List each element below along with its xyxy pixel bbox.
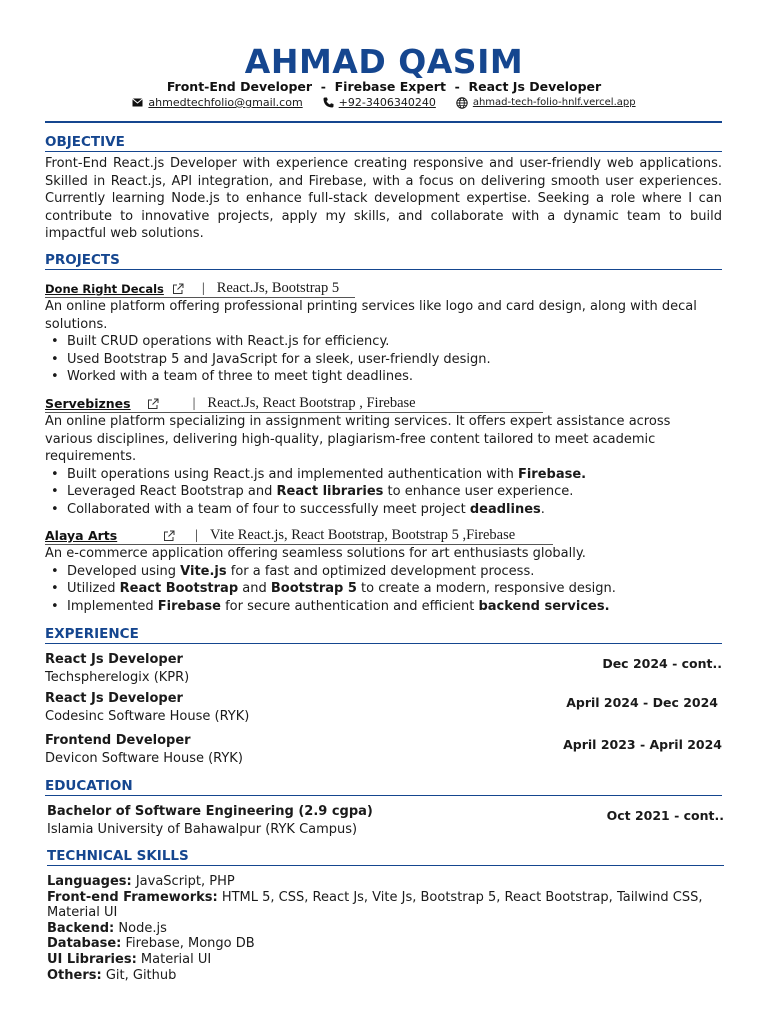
education-heading: EDUCATION bbox=[45, 778, 722, 796]
project-name-link[interactable]: Done Right Decals bbox=[45, 281, 164, 296]
title-separator: | bbox=[201, 280, 205, 296]
experience-section bbox=[45, 626, 722, 644]
projects-heading: PROJECTS bbox=[45, 252, 722, 270]
job-company: Codesinc Software House (RYK) bbox=[45, 709, 250, 724]
list-item: • Implemented Firebase for secure authentication and efficient backend services. bbox=[45, 598, 722, 616]
project-block bbox=[45, 545, 722, 615]
job-company: Devicon Software House (RYK) bbox=[45, 751, 243, 766]
skill-line: Database: Firebase, Mongo DB bbox=[47, 936, 255, 952]
external-link-icon[interactable] bbox=[147, 398, 159, 410]
project-description: An online platform offering professional printing services like logo and card design, along with decal solutions. bbox=[45, 299, 697, 332]
experience-entry bbox=[45, 691, 722, 724]
email-link[interactable]: ahmedtechfolio@gmail.com bbox=[148, 96, 303, 109]
title-separator: | bbox=[192, 395, 196, 411]
header-divider bbox=[45, 121, 722, 123]
job-dates: April 2023 - April 2024 bbox=[563, 737, 722, 752]
list-item: • Leveraged React Bootstrap and React libraries to enhance user experience. bbox=[45, 483, 722, 501]
project-title-row bbox=[45, 280, 339, 297]
objective-heading: OBJECTIVE bbox=[45, 134, 722, 152]
contact-bar bbox=[0, 96, 768, 109]
skill-line: Backend: Node.js bbox=[47, 920, 167, 936]
project-block bbox=[45, 298, 722, 386]
envelope-icon bbox=[132, 98, 143, 107]
experience-entry bbox=[45, 652, 722, 685]
project-description: An online platform specializing in assignment writing services. It offers expert assistance across various disciplines, delivering high-quality, plagiarism-free content tailored to meet academic requirements. bbox=[45, 414, 671, 464]
job-role: Frontend Developer bbox=[45, 733, 191, 748]
project-bullets bbox=[45, 333, 722, 386]
globe-icon bbox=[456, 97, 468, 109]
external-link-icon[interactable] bbox=[163, 530, 175, 542]
contact-email[interactable] bbox=[132, 96, 302, 109]
skills-list bbox=[47, 874, 727, 983]
job-company: Techspherelogix (KPR) bbox=[45, 670, 190, 685]
job-role: React Js Developer bbox=[45, 652, 183, 667]
candidate-name: AHMAD QASIM bbox=[244, 42, 524, 81]
objective-text: Front-End React.js Developer with experience creating responsive and user-friendly web applications. Skilled in React.js, API integration, and Firebase, with a focus on delivering smooth user experiences. Currently learning Node.js to enhance full-stack development expertise. Seeking a role where I can contribute to innovative projects, apply my skills, and collaborate with a dynamic team to build impactful web solutions. bbox=[45, 156, 722, 241]
list-item: • Built operations using React.js and implemented authentication with Firebase. bbox=[45, 466, 722, 484]
skill-line: UI Libraries: Material UI bbox=[47, 951, 212, 967]
list-item: • Used Bootstrap 5 and JavaScript for a sleek, user-friendly design. bbox=[45, 351, 722, 369]
phone-link[interactable]: +92-3406340240 bbox=[338, 96, 436, 109]
title-separator: | bbox=[195, 527, 199, 543]
list-item: • Worked with a team of three to meet tight deadlines. bbox=[45, 368, 722, 386]
project-tech-stack: React.Js, Bootstrap 5 bbox=[216, 280, 340, 296]
skill-line: Front-end Frameworks: HTML 5, CSS, React Js, Vite Js, Bootstrap 5, React Bootstrap, Tailwind CSS, Material UI bbox=[47, 889, 703, 921]
experience-entry bbox=[45, 733, 722, 766]
list-item: • Developed using Vite.js for a fast and optimized development process. bbox=[45, 563, 722, 581]
phone-icon bbox=[323, 97, 334, 108]
website-link[interactable]: ahmad-tech-folio-hnlf.vercel.app bbox=[472, 97, 636, 108]
project-bullets bbox=[45, 466, 722, 519]
school-name: Islamia University of Bahawalpur (RYK Campus) bbox=[47, 822, 358, 837]
education-section bbox=[45, 778, 722, 796]
job-role: React Js Developer bbox=[45, 691, 183, 706]
skill-line: Others: Git, Github bbox=[47, 967, 177, 983]
projects-section bbox=[45, 252, 722, 270]
skill-line: Languages: JavaScript, PHP bbox=[47, 874, 235, 889]
project-title-row bbox=[45, 527, 515, 544]
project-block bbox=[45, 413, 722, 518]
candidate-tagline: Front-End Developer - Firebase Expert - React Js Developer bbox=[166, 79, 602, 94]
project-tech-stack: Vite React.js, React Bootstrap, Bootstrap 5 ,Firebase bbox=[210, 527, 516, 543]
skills-section bbox=[47, 848, 724, 866]
list-item: • Built CRUD operations with React.js for efficiency. bbox=[45, 333, 722, 351]
project-title-row bbox=[45, 395, 416, 412]
experience-heading: EXPERIENCE bbox=[45, 626, 722, 644]
contact-website[interactable] bbox=[456, 97, 636, 109]
project-bullets bbox=[45, 563, 722, 616]
degree-title: Bachelor of Software Engineering (2.9 cgpa) bbox=[47, 804, 373, 819]
education-entry bbox=[47, 804, 724, 837]
job-dates: Dec 2024 - cont.. bbox=[602, 656, 722, 671]
project-name-link[interactable]: Alaya Arts bbox=[45, 528, 118, 543]
list-item: • Utilized React Bootstrap and Bootstrap 5 to create a modern, responsive design. bbox=[45, 580, 722, 598]
project-name-link[interactable]: Servebiznes bbox=[45, 396, 131, 411]
objective-section bbox=[45, 134, 722, 152]
education-dates: Oct 2021 - cont.. bbox=[606, 808, 724, 823]
list-item: • Collaborated with a team of four to successfully meet project deadlines. bbox=[45, 501, 722, 519]
skills-heading: TECHNICAL SKILLS bbox=[47, 848, 724, 866]
external-link-icon[interactable] bbox=[172, 283, 184, 295]
contact-phone[interactable] bbox=[323, 96, 436, 109]
project-tech-stack: React.Js, React Bootstrap , Firebase bbox=[207, 395, 416, 411]
job-dates: April 2024 - Dec 2024 bbox=[566, 695, 718, 710]
project-description: An e-commerce application offering seamless solutions for art enthusiasts globally. bbox=[45, 546, 586, 561]
